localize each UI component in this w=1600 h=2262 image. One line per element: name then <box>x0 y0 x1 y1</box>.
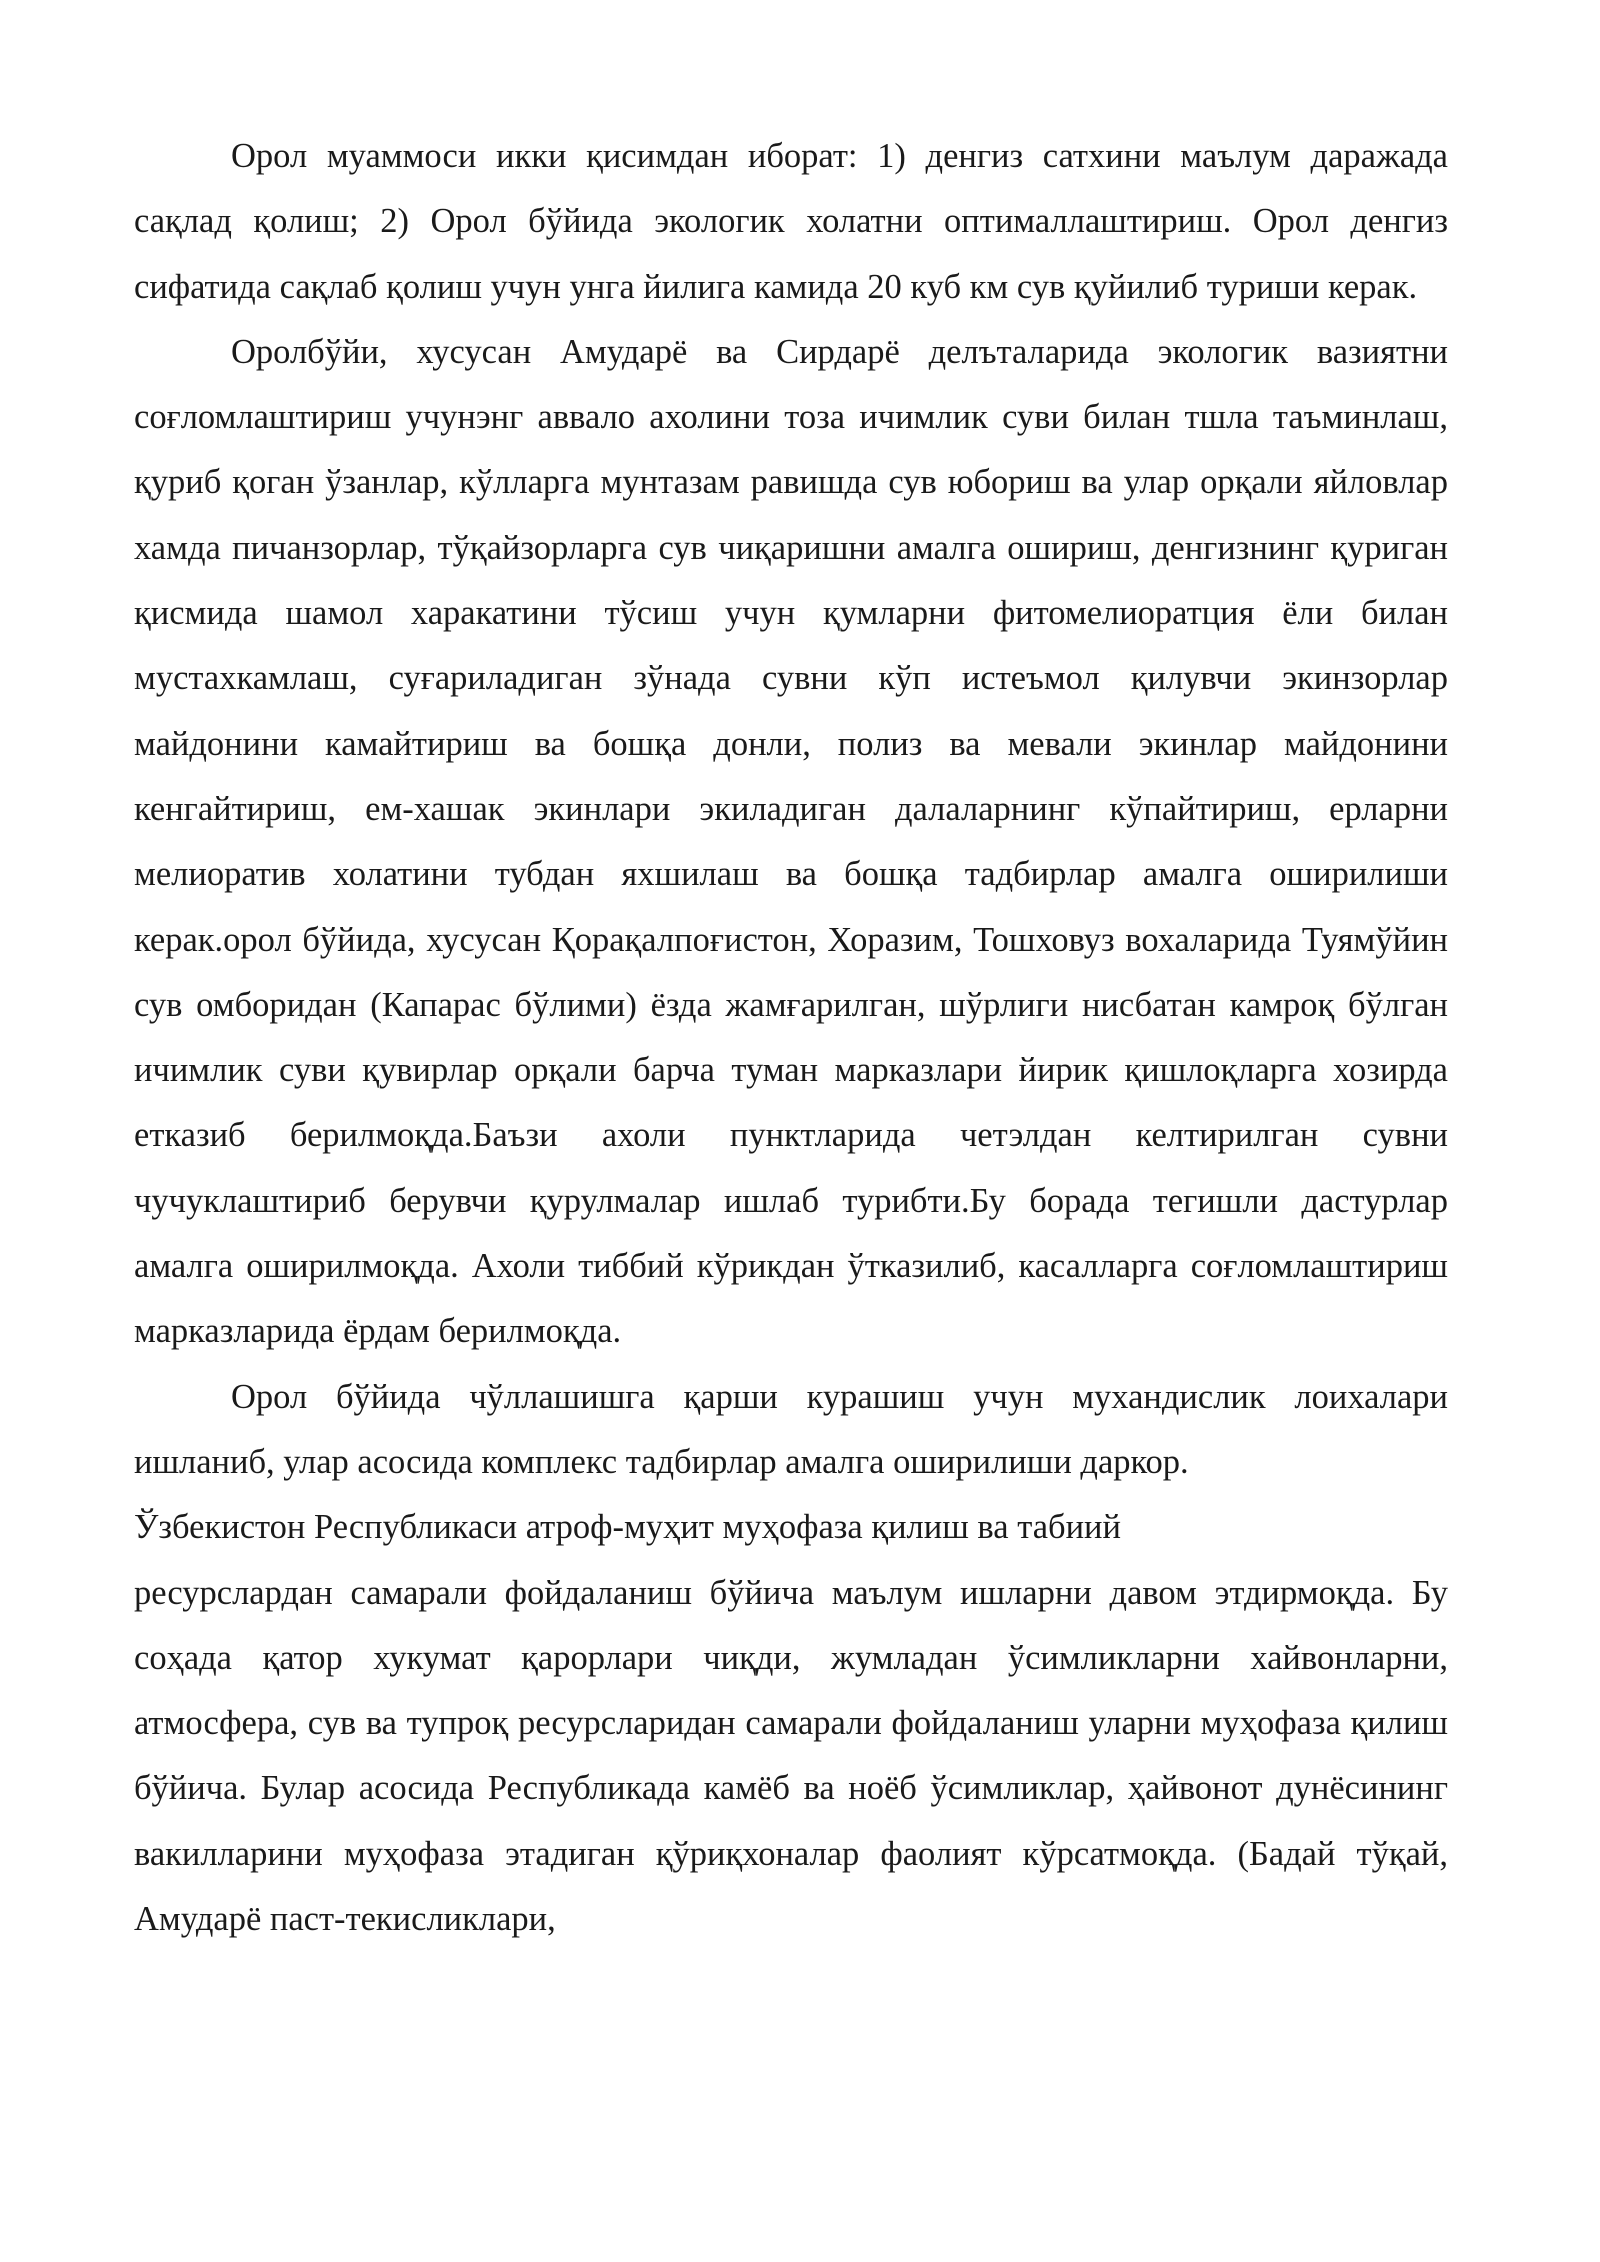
paragraph-uzbekistan-heading-line: Ўзбекистон Республикаси атроф-муҳит муҳофаза қилиш ва табиий <box>134 1508 1121 1547</box>
paragraph-aral-ecology-measures: Оролбўйи, хусусан Амударё ва Сирдарё делъталарида экологик вазиятни соғломлаштириш учунэнг аввало ахолини тоза ичимлик суви билан тшла таъминлаш, қуриб қоган ўзанлар, кўлларга мунтазам равишда сув юбориш ва улар орқали яйловлар хамда пичанзорлар, тўқайзорларга сув чиқаришни амалга ошириш, денгизнинг қуриган қисмида шамол харакатини тўсиш учун қумларни фитомелиоратция ёли билан мустахкамлаш, суғариладиган зўнада сувни кўп истеъмол қилувчи экинзорлар майдонини камайтириш ва бошқа донли, полиз ва мевали экинлар майдонини кенгайтириш, ем-хашак экинлари экиладиган далаларнинг кўпайтириш, ерларни мелиоратив холатини тубдан яхшилаш ва бошқа тадбирлар амалга оширилиши керак.орол бўйида, хусусан Қорақалпоғистон, Хоразим, Тошховуз вохаларида Туямўйин сув омборидан (Капарас бўлими) ёзда жамғарилган, шўрлиги нисбатан камроқ бўлган ичимлик суви қувирлар орқали барча туман марказлари йирик қишлоқларга хозирда етказиб берилмоқда.Баъзи ахоли пунктларида четэлдан келтирилган сувни чучуклаштириб берувчи қурулмалар ишлаб турибти.Бу борада тегишли дастурлар амалга оширилмоқда. Ахоли тиббий кўрикдан ўтказилиб, касалларга соғломлаштириш марказларида ёрдам берилмоқда. <box>134 332 1448 1351</box>
document-body <box>134 124 1448 1952</box>
paragraph-desertification: Орол бўйида чўллашишга қарши курашиш учун мухандислик лоихалари ишланиб, улар асосида комплекс тадбирлар амалга оширилиши даркор. <box>134 1377 1448 1481</box>
paragraph-resources-protection: ресурслардан самарали фойдаланиш бўйича маълум ишларни давом этдирмоқда. Бу соҳада қатор хукумат қарорлари чиқди, жумладан ўсимликларни хайвонларни, атмосфера, сув ва тупроқ ресурсларидан самарали фойдаланиш уларни муҳофаза қилиш бўйича. Булар асосида Республикада камёб ва ноёб ўсимликлар, ҳайвонот дунёсининг вакилларини муҳофаза этадиган қўриқхоналар фаолият кўрсатмоқда. (Бадай тўқай, Амударё паст-текисликлари, <box>134 1573 1448 1939</box>
paragraph-aral-problem: Орол муаммоси икки қисимдан иборат: 1) денгиз сатхини маълум даражада сақлад қолиш; 2) Орол бўйида экологик холатни оптималлаштириш. Орол денгиз сифатида сақлаб қолиш учун унга йилига камида 20 куб км сув қуйилиб туриши керак. <box>134 137 1448 306</box>
